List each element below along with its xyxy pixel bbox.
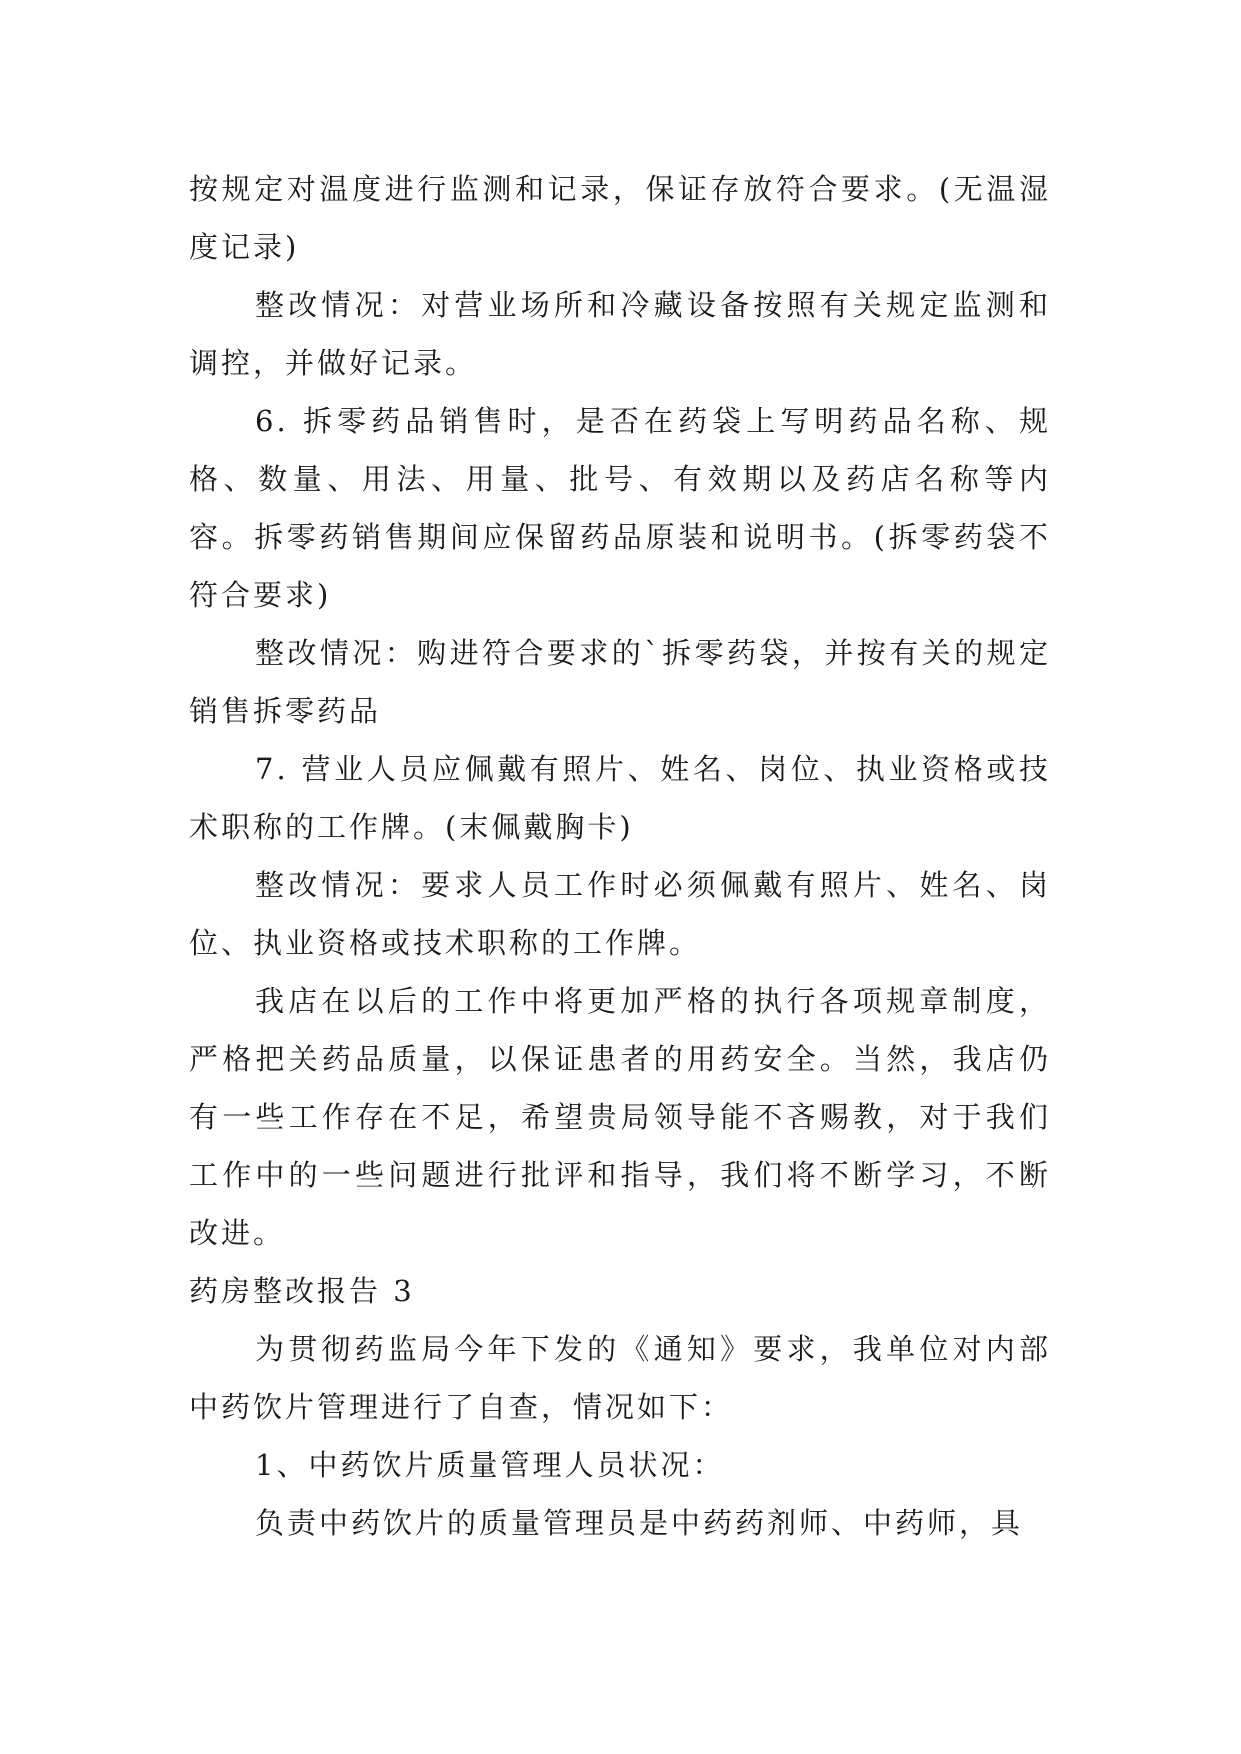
document-body xyxy=(189,160,1051,1552)
paragraph-rectification-storage: 整改情况：对营业场所和冷藏设备按照有关规定监测和调控，并做好记录。 xyxy=(189,288,1051,380)
paragraph-conclusion: 我店在以后的工作中将更加严格的执行各项规章制度，严格把关药品质量，以保证患者的用药安全。当然，我店仍有一些工作存在不足，希望贵局领导能不吝赐教，对于我们工作中的一些问题进行批评和指导，我们将不断学习，不断改进。 xyxy=(189,984,1051,1250)
paragraph-temperature-record: 按规定对温度进行监测和记录，保证存放符合要求。(无温湿度记录) xyxy=(189,172,1051,264)
section-heading-report-3: 药房整改报告 3 xyxy=(189,1274,415,1308)
paragraph-item-7-work-badge: 7. 营业人员应佩戴有照片、姓名、岗位、执业资格或技术职称的工作牌。(末佩戴胸卡) xyxy=(189,752,1051,844)
paragraph-rectification-badge: 整改情况：要求人员工作时必须佩戴有照片、姓名、岗位、执业资格或技术职称的工作牌。 xyxy=(189,868,1051,960)
paragraph-item-1-staff-status: 1、中药饮片质量管理人员状况： xyxy=(255,1448,725,1482)
paragraph-quality-manager: 负责中药饮片的质量管理员是中药药剂师、中药师，具 xyxy=(255,1506,1024,1540)
paragraph-rectification-split-bags: 整改情况：购进符合要求的`拆零药袋，并按有关的规定销售拆零药品 xyxy=(189,636,1051,728)
paragraph-item-6-split-drugs: 6. 拆零药品销售时，是否在药袋上写明药品名称、规格、数量、用法、用量、批号、有效期以及药店名称等内容。拆零药销售期间应保留药品原装和说明书。(拆零药袋不符合要求) xyxy=(189,404,1051,612)
paragraph-report-3-intro: 为贯彻药监局今年下发的《通知》要求，我单位对内部中药饮片管理进行了自查，情况如下： xyxy=(189,1332,1051,1424)
